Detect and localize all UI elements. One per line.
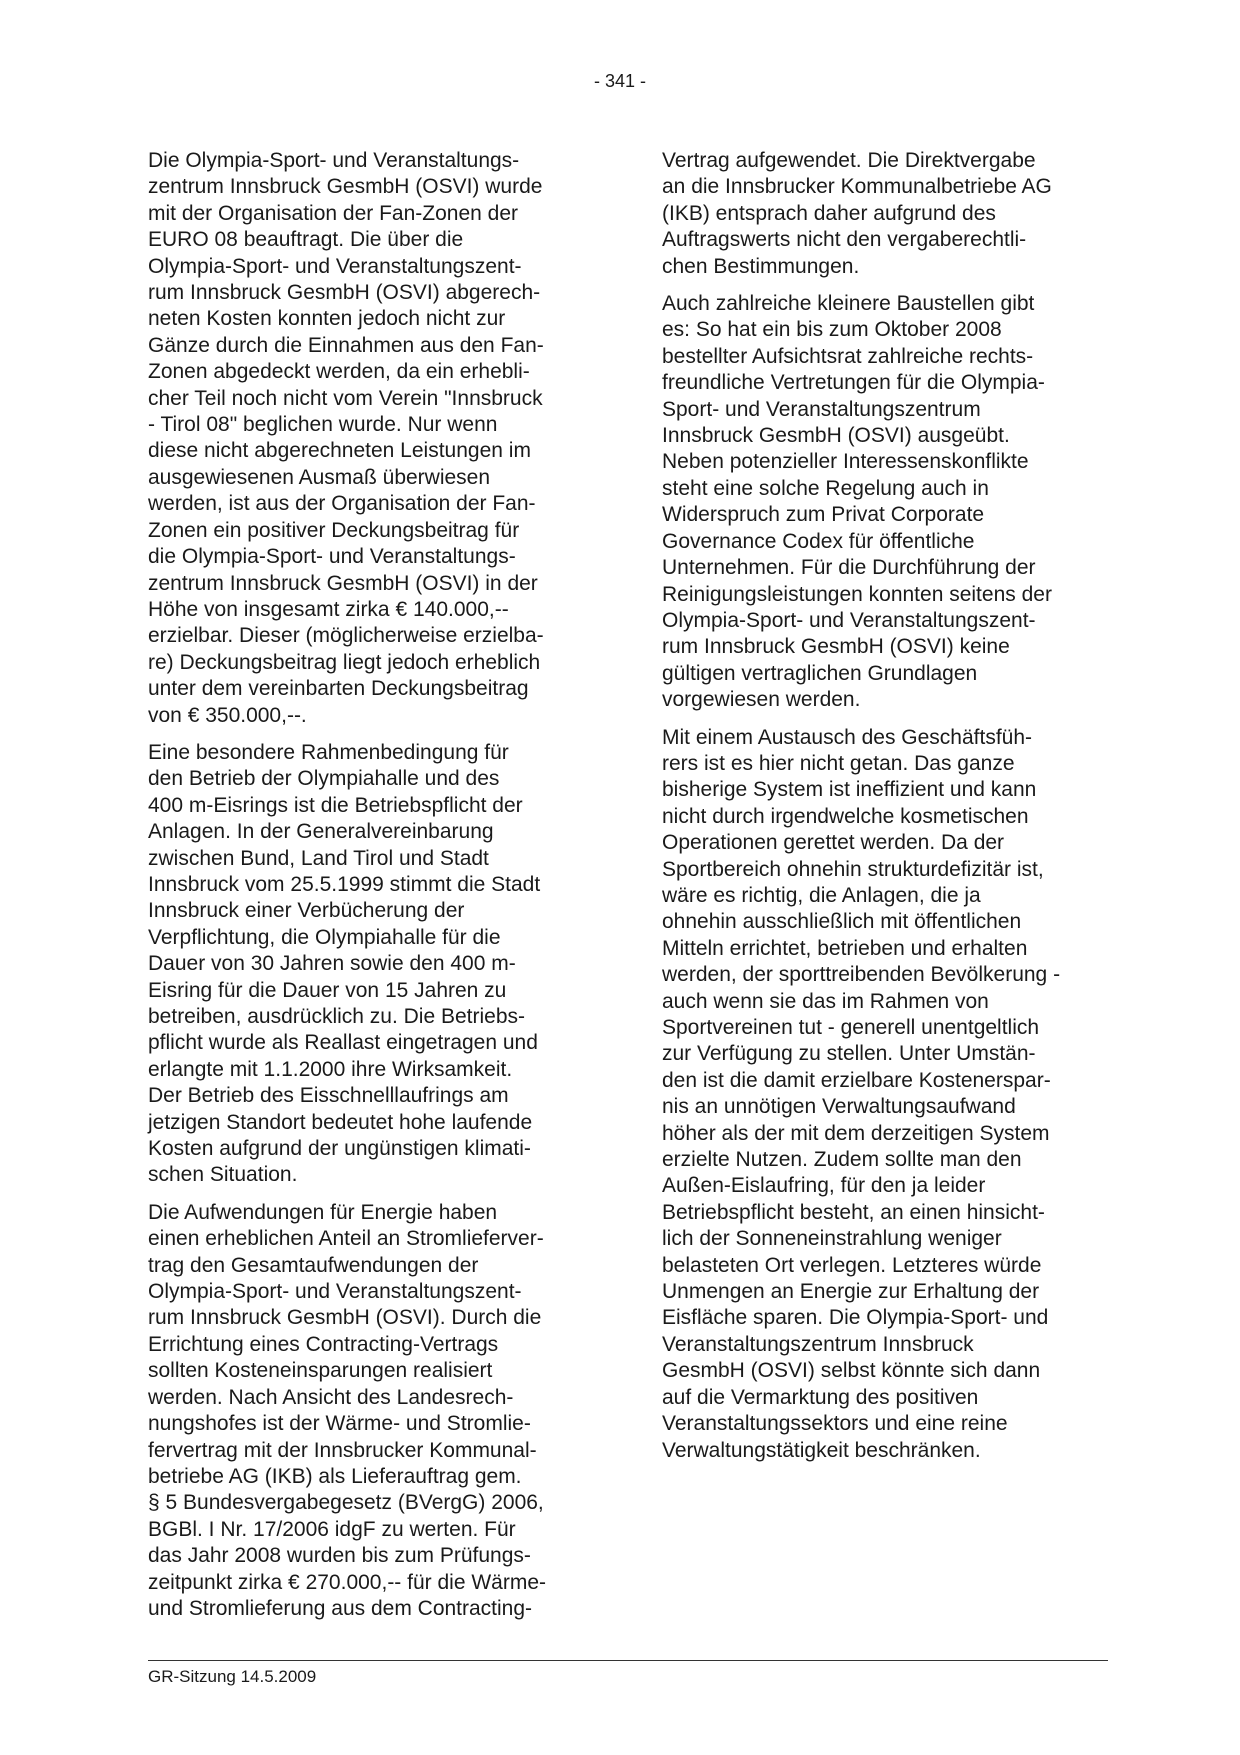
text-line: nicht durch irgendwelche kosmetischen — [662, 804, 1029, 828]
text-line: Errichtung eines Contracting-Vertrags — [148, 1332, 499, 1356]
text-line: rum Innsbruck GesmbH (OSVI) abgerech- — [148, 281, 541, 305]
text-line: die Olympia-Sport- und Veranstaltungs- — [148, 545, 516, 569]
text-line: Innsbruck GesmbH (OSVI) ausgeübt. — [662, 424, 1010, 448]
text-line: 400 m-Eisrings ist die Betriebspflicht der — [148, 793, 523, 817]
text-line: nis an unnötigen Verwaltungsaufwand — [662, 1095, 1016, 1119]
footer-session-date: GR-Sitzung 14.5.2009 — [148, 1667, 317, 1686]
text-line: Gänze durch die Einnahmen aus den Fan- — [148, 333, 544, 357]
text-line: Sportvereinen tut - generell unentgeltlich — [662, 1016, 1040, 1039]
text-line: den Betrieb der Olympiahalle und des — [148, 767, 500, 791]
text-line: den ist die damit erzielbare Kostenerspar- — [662, 1068, 1051, 1092]
text-line: von € 350.000,--. — [148, 703, 307, 727]
text-line: freundliche Vertretungen für die Olympia- — [662, 371, 1045, 395]
text-line: rers ist es hier nicht getan. Das ganze — [662, 751, 1015, 775]
text-line: Operationen gerettet werden. Da der — [662, 831, 1005, 855]
paragraph — [662, 148, 1110, 280]
text-line: fervertrag mit der Innsbrucker Kommunal- — [148, 1438, 537, 1462]
text-line: Mit einem Austausch des Geschäftsfüh- — [662, 725, 1033, 749]
text-line: Anlagen. In der Generalvereinbarung — [148, 820, 494, 844]
text-line: Olympia-Sport- und Veranstaltungszent- — [662, 608, 1036, 632]
text-line: höher als der mit dem derzeitigen System — [662, 1121, 1050, 1145]
text-line: GesmbH (OSVI) selbst könnte sich dann — [662, 1359, 1041, 1383]
text-line: Die Olympia-Sport- und Veranstaltungs- — [148, 149, 520, 172]
paragraph — [662, 725, 1110, 1464]
paragraph — [148, 740, 593, 1189]
paragraph — [148, 148, 593, 729]
text-line: jetzigen Standort bedeutet hohe laufende — [148, 1110, 533, 1134]
text-line: unter dem vereinbarten Deckungsbeitrag — [148, 677, 529, 701]
left-text-column — [148, 148, 593, 1633]
text-line: Auch zahlreiche kleinere Baustellen gibt — [662, 292, 1035, 316]
text-line: Reinigungsleistungen konnten seitens der — [662, 582, 1052, 606]
text-line: pflicht wurde als Reallast eingetragen und — [148, 1031, 538, 1055]
text-line: § 5 Bundesvergabegesetz (BVergG) 2006, — [148, 1491, 544, 1515]
text-line: erzielte Nutzen. Zudem sollte man den — [662, 1148, 1022, 1172]
text-line: Dauer von 30 Jahren sowie den 400 m- — [148, 952, 516, 976]
text-line: Vertrag aufgewendet. Die Direktvergabe — [662, 149, 1036, 172]
text-line: Verwaltungstätigkeit beschränken. — [662, 1438, 981, 1462]
text-line: bisherige System ist ineffizient und kann — [662, 778, 1037, 802]
text-line: Unmengen an Energie zur Erhaltung der — [662, 1280, 1040, 1304]
text-line: BGBl. I Nr. 17/2006 idgF zu werten. Für — [148, 1517, 516, 1541]
text-line: Unternehmen. Für die Durchführung der — [662, 556, 1036, 580]
text-line: zwischen Bund, Land Tirol und Stadt — [148, 846, 489, 870]
text-line: Innsbruck vom 25.5.1999 stimmt die Stadt — [148, 872, 541, 896]
text-line: Widerspruch zum Privat Corporate — [662, 503, 985, 527]
text-line: auch wenn sie das im Rahmen von — [662, 989, 989, 1013]
text-line: cher Teil noch nicht vom Verein "Innsbruck — [148, 386, 543, 410]
text-line: Höhe von insgesamt zirka € 140.000,-- — [148, 597, 509, 621]
text-line: Mitteln errichtet, betrieben und erhalten — [662, 936, 1028, 960]
text-line: und Stromlieferung aus dem Contracting- — [148, 1596, 533, 1620]
text-line: werden, der sporttreibenden Bevölkerung - — [662, 963, 1061, 987]
text-line: betriebe AG (IKB) als Lieferauftrag gem. — [148, 1464, 522, 1488]
text-line: das Jahr 2008 wurden bis zum Prüfungs- — [148, 1544, 531, 1568]
text-line: vorgewiesen werden. — [662, 688, 861, 712]
text-line: es: So hat ein bis zum Oktober 2008 — [662, 318, 1002, 342]
text-line: bestellter Aufsichtsrat zahlreiche rechts- — [662, 344, 1034, 368]
text-line: zentrum Innsbruck GesmbH (OSVI) wurde — [148, 175, 543, 199]
text-line: EURO 08 beauftragt. Die über die — [148, 228, 464, 252]
text-line: Verpflichtung, die Olympiahalle für die — [148, 925, 501, 949]
text-line: Sportbereich ohnehin strukturdefizitär ist, — [662, 857, 1044, 881]
text-line: ausgewiesenen Ausmaß überwiesen — [148, 465, 491, 489]
text-line: einen erheblichen Anteil an Stromlieferver- — [148, 1227, 544, 1251]
right-text-column — [662, 148, 1110, 1475]
text-line: Der Betrieb des Eisschnelllaufrings am — [148, 1084, 509, 1108]
text-line: ohnehin ausschließlich mit öffentlichen — [662, 910, 1022, 934]
text-line: zur Verfügung zu stellen. Unter Umstän- — [662, 1042, 1036, 1066]
text-line: Olympia-Sport- und Veranstaltungszent- — [148, 1280, 522, 1304]
text-line: steht eine solche Regelung auch in — [662, 476, 989, 500]
text-line: zeitpunkt zirka € 270.000,-- für die Wärme- — [148, 1570, 546, 1594]
text-line: mit der Organisation der Fan-Zonen der — [148, 201, 519, 225]
text-line: rum Innsbruck GesmbH (OSVI) keine — [662, 635, 1010, 659]
text-line: an die Innsbrucker Kommunalbetriebe AG — [662, 175, 1052, 199]
text-line: werden, ist aus der Organisation der Fan- — [148, 492, 536, 516]
text-line: Innsbruck einer Verbücherung der — [148, 899, 465, 923]
text-line: Veranstaltungssektors und eine reine — [662, 1412, 1008, 1436]
text-line: betreiben, ausdrücklich zu. Die Betriebs- — [148, 1005, 526, 1028]
text-line: Sport- und Veranstaltungszentrum — [662, 397, 981, 421]
text-line: Die Aufwendungen für Energie haben — [148, 1200, 498, 1224]
text-line: re) Deckungsbeitrag liegt jedoch erheblich — [148, 650, 541, 674]
text-line: rum Innsbruck GesmbH (OSVI). Durch die — [148, 1306, 542, 1330]
text-line: auf die Vermarktung des positiven — [662, 1385, 979, 1409]
text-line: zentrum Innsbruck GesmbH (OSVI) in der — [148, 571, 538, 595]
text-line: Zonen ein positiver Deckungsbeitrag für — [148, 518, 520, 542]
paragraph — [148, 1200, 593, 1623]
text-line: trag den Gesamtaufwendungen der — [148, 1253, 479, 1277]
text-line: wäre es richtig, die Anlagen, die ja — [662, 883, 981, 907]
text-line: erzielbar. Dieser (möglicherweise erzielba- — [148, 624, 544, 648]
text-line: Eine besondere Rahmenbedingung für — [148, 740, 509, 764]
text-line: - Tirol 08" beglichen wurde. Nur wenn — [148, 413, 498, 437]
text-line: Veranstaltungszentrum Innsbruck — [662, 1332, 974, 1356]
text-line: belasteten Ort verlegen. Letzteres würde — [662, 1253, 1042, 1277]
text-line: schen Situation. — [148, 1163, 298, 1187]
text-line: Auftragswerts nicht den vergaberechtli- — [662, 228, 1027, 252]
page-number: - 341 - — [593, 71, 647, 91]
text-line: Außen-Eislaufring, für den ja leider — [662, 1174, 986, 1198]
text-line: sollten Kosteneinsparungen realisiert — [148, 1359, 493, 1383]
text-line: neten Kosten konnten jedoch nicht zur — [148, 307, 506, 331]
text-line: Eisfläche sparen. Die Olympia-Sport- und — [662, 1306, 1049, 1330]
text-line: gültigen vertraglichen Grundlagen — [662, 661, 978, 685]
text-line: lich der Sonneneinstrahlung weniger — [662, 1227, 1002, 1251]
footer-divider — [148, 1660, 1108, 1661]
text-line: Governance Codex für öffentliche — [662, 529, 975, 553]
text-line: erlangte mit 1.1.2000 ihre Wirksamkeit. — [148, 1057, 513, 1081]
paragraph — [662, 291, 1110, 714]
text-line: Olympia-Sport- und Veranstaltungszent- — [148, 254, 522, 278]
text-line: diese nicht abgerechneten Leistungen im — [148, 439, 531, 463]
text-line: Betriebspflicht besteht, an einen hinsicht- — [662, 1200, 1045, 1224]
text-line: Zonen abgedeckt werden, da ein erhebli- — [148, 360, 530, 384]
text-line: werden. Nach Ansicht des Landesrech- — [148, 1385, 514, 1409]
text-line: chen Bestimmungen. — [662, 254, 860, 278]
text-line: (IKB) entsprach daher aufgrund des — [662, 201, 996, 225]
text-line: nungshofes ist der Wärme- und Stromlie- — [148, 1412, 531, 1436]
text-line: Neben potenzieller Interessenskonflikte — [662, 450, 1029, 474]
text-line: Eisring für die Dauer von 15 Jahren zu — [148, 978, 507, 1002]
text-line: Kosten aufgrund der ungünstigen klimati- — [148, 1137, 531, 1161]
